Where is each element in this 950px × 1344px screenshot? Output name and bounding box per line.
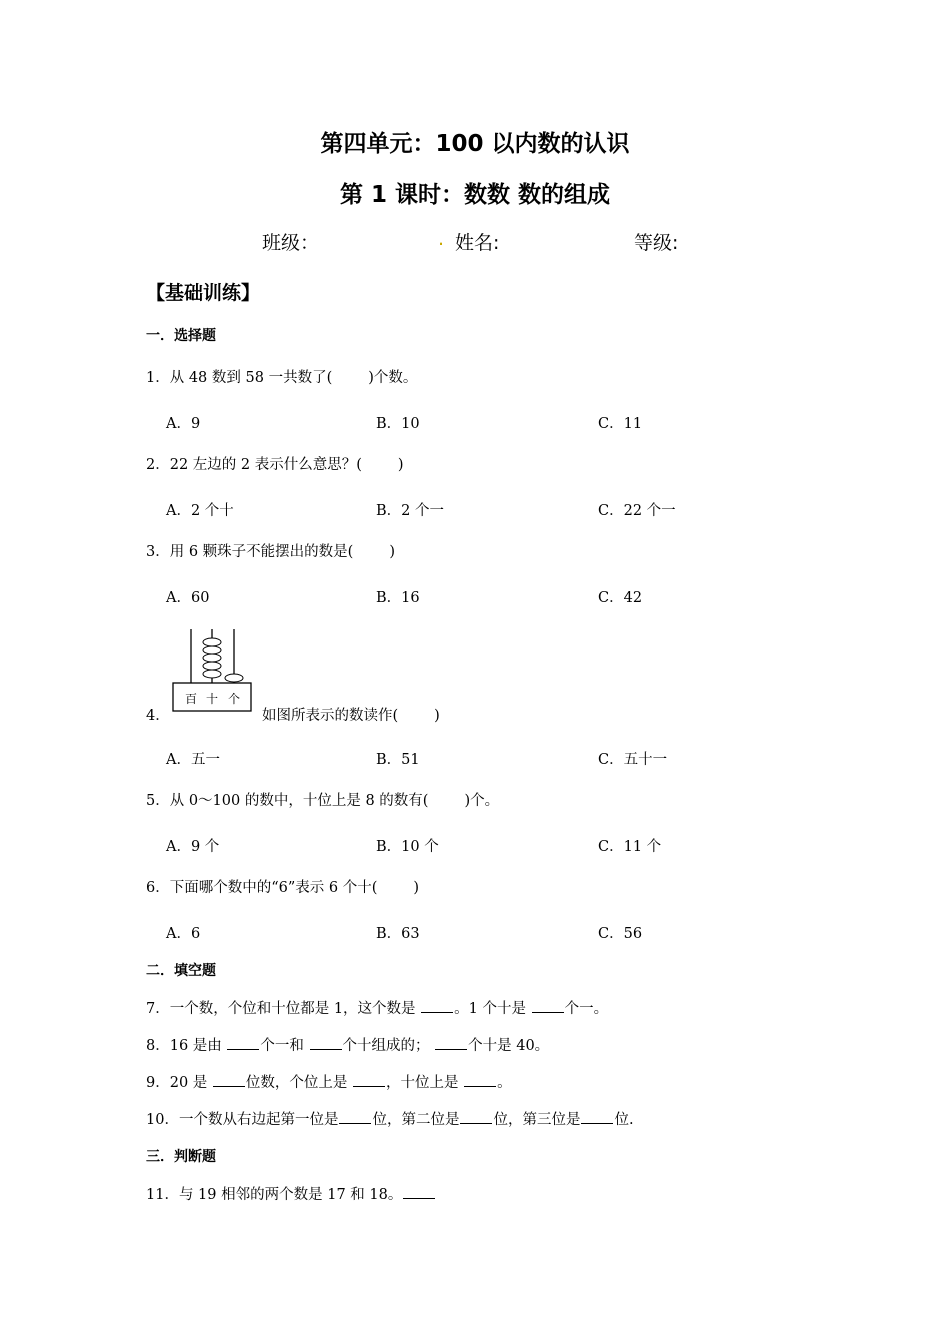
option-b[interactable]: B．16 [376, 590, 420, 606]
section-choice: 一．选择题 [146, 328, 216, 344]
option-a[interactable]: A．五一 [166, 752, 220, 768]
abacus-figure [170, 627, 254, 713]
question-4-number: 4． [146, 708, 170, 724]
option-b[interactable]: B．10 个 [376, 839, 439, 855]
option-c[interactable]: C．11 [598, 416, 643, 432]
section-fill: 二．填空题 [146, 963, 216, 979]
question-3: 3．用 6 颗珠子不能摆出的数是( ) [146, 544, 395, 560]
answer-blank[interactable] [435, 1037, 467, 1050]
option-c[interactable]: C．22 个一 [598, 503, 676, 519]
answer-blank[interactable] [213, 1074, 245, 1087]
answer-blank[interactable] [227, 1037, 259, 1050]
answer-blank[interactable] [339, 1111, 371, 1124]
answer-blank[interactable] [460, 1111, 492, 1124]
option-a[interactable]: A．9 个 [166, 839, 220, 855]
answer-blank[interactable] [532, 1000, 564, 1013]
option-b[interactable]: B．51 [376, 752, 420, 768]
class-label: 班级： [262, 232, 320, 254]
question-7: 7．一个数，个位和十位都是 1，这个数是 。1 个十是 个一。 [146, 1001, 609, 1017]
question-2: 2．22 左边的 2 表示什么意思？( ) [146, 457, 404, 473]
option-b[interactable]: B．63 [376, 926, 420, 942]
question-5: 5．从 0～100 的数中，十位上是 8 的数有( )个。 [146, 793, 500, 809]
grade-label: 等级: [634, 232, 679, 254]
page-title: 第四单元：100 以内数的认识 [320, 131, 630, 157]
answer-blank[interactable] [403, 1186, 435, 1199]
option-b[interactable]: B．10 [376, 416, 420, 432]
question-4: 如图所表示的数读作( ) [262, 708, 440, 724]
answer-blank[interactable] [464, 1074, 496, 1087]
question-9: 9．20 是 位数，个位上是 ，十位上是 。 [146, 1075, 512, 1091]
option-c[interactable]: C．56 [598, 926, 643, 942]
question-11: 11．与 19 相邻的两个数是 17 和 18。 [146, 1183, 436, 1204]
option-a[interactable]: A．60 [166, 590, 210, 606]
question-1: 1．从 48 数到 58 一共数了( )个数。 [146, 370, 418, 386]
section-basic-training: 【基础训练】 [146, 282, 261, 304]
option-a[interactable]: A．9 [166, 416, 201, 432]
abacus-label-hundreds: 百 [184, 692, 198, 706]
answer-blank[interactable] [421, 1000, 453, 1013]
option-a[interactable]: A．2 个十 [166, 503, 234, 519]
abacus-label-ones: 个 [227, 692, 241, 706]
option-c[interactable]: C．42 [598, 590, 643, 606]
option-a[interactable]: A．6 [166, 926, 201, 942]
name-label: 姓名: [455, 232, 500, 254]
section-judge: 三．判断题 [146, 1149, 216, 1165]
answer-blank[interactable] [310, 1037, 342, 1050]
separator-dot: . [438, 228, 445, 250]
question-8: 8．16 是由 个一和 个十组成的； 个十是 40。 [146, 1038, 550, 1054]
answer-blank[interactable] [581, 1111, 613, 1124]
question-6: 6．下面哪个数中的“6”表示 6 个十( ) [146, 880, 420, 896]
abacus-label-tens: 十 [205, 692, 219, 706]
answer-blank[interactable] [353, 1074, 385, 1087]
question-10: 10．一个数从右边起第一位是 位，第二位是 位，第三位是 位. [146, 1112, 634, 1128]
page-subtitle: 第 1 课时：数数 数的组成 [339, 182, 611, 208]
option-c[interactable]: C．11 个 [598, 839, 662, 855]
option-b[interactable]: B．2 个一 [376, 503, 444, 519]
option-c[interactable]: C．五十一 [598, 752, 668, 768]
